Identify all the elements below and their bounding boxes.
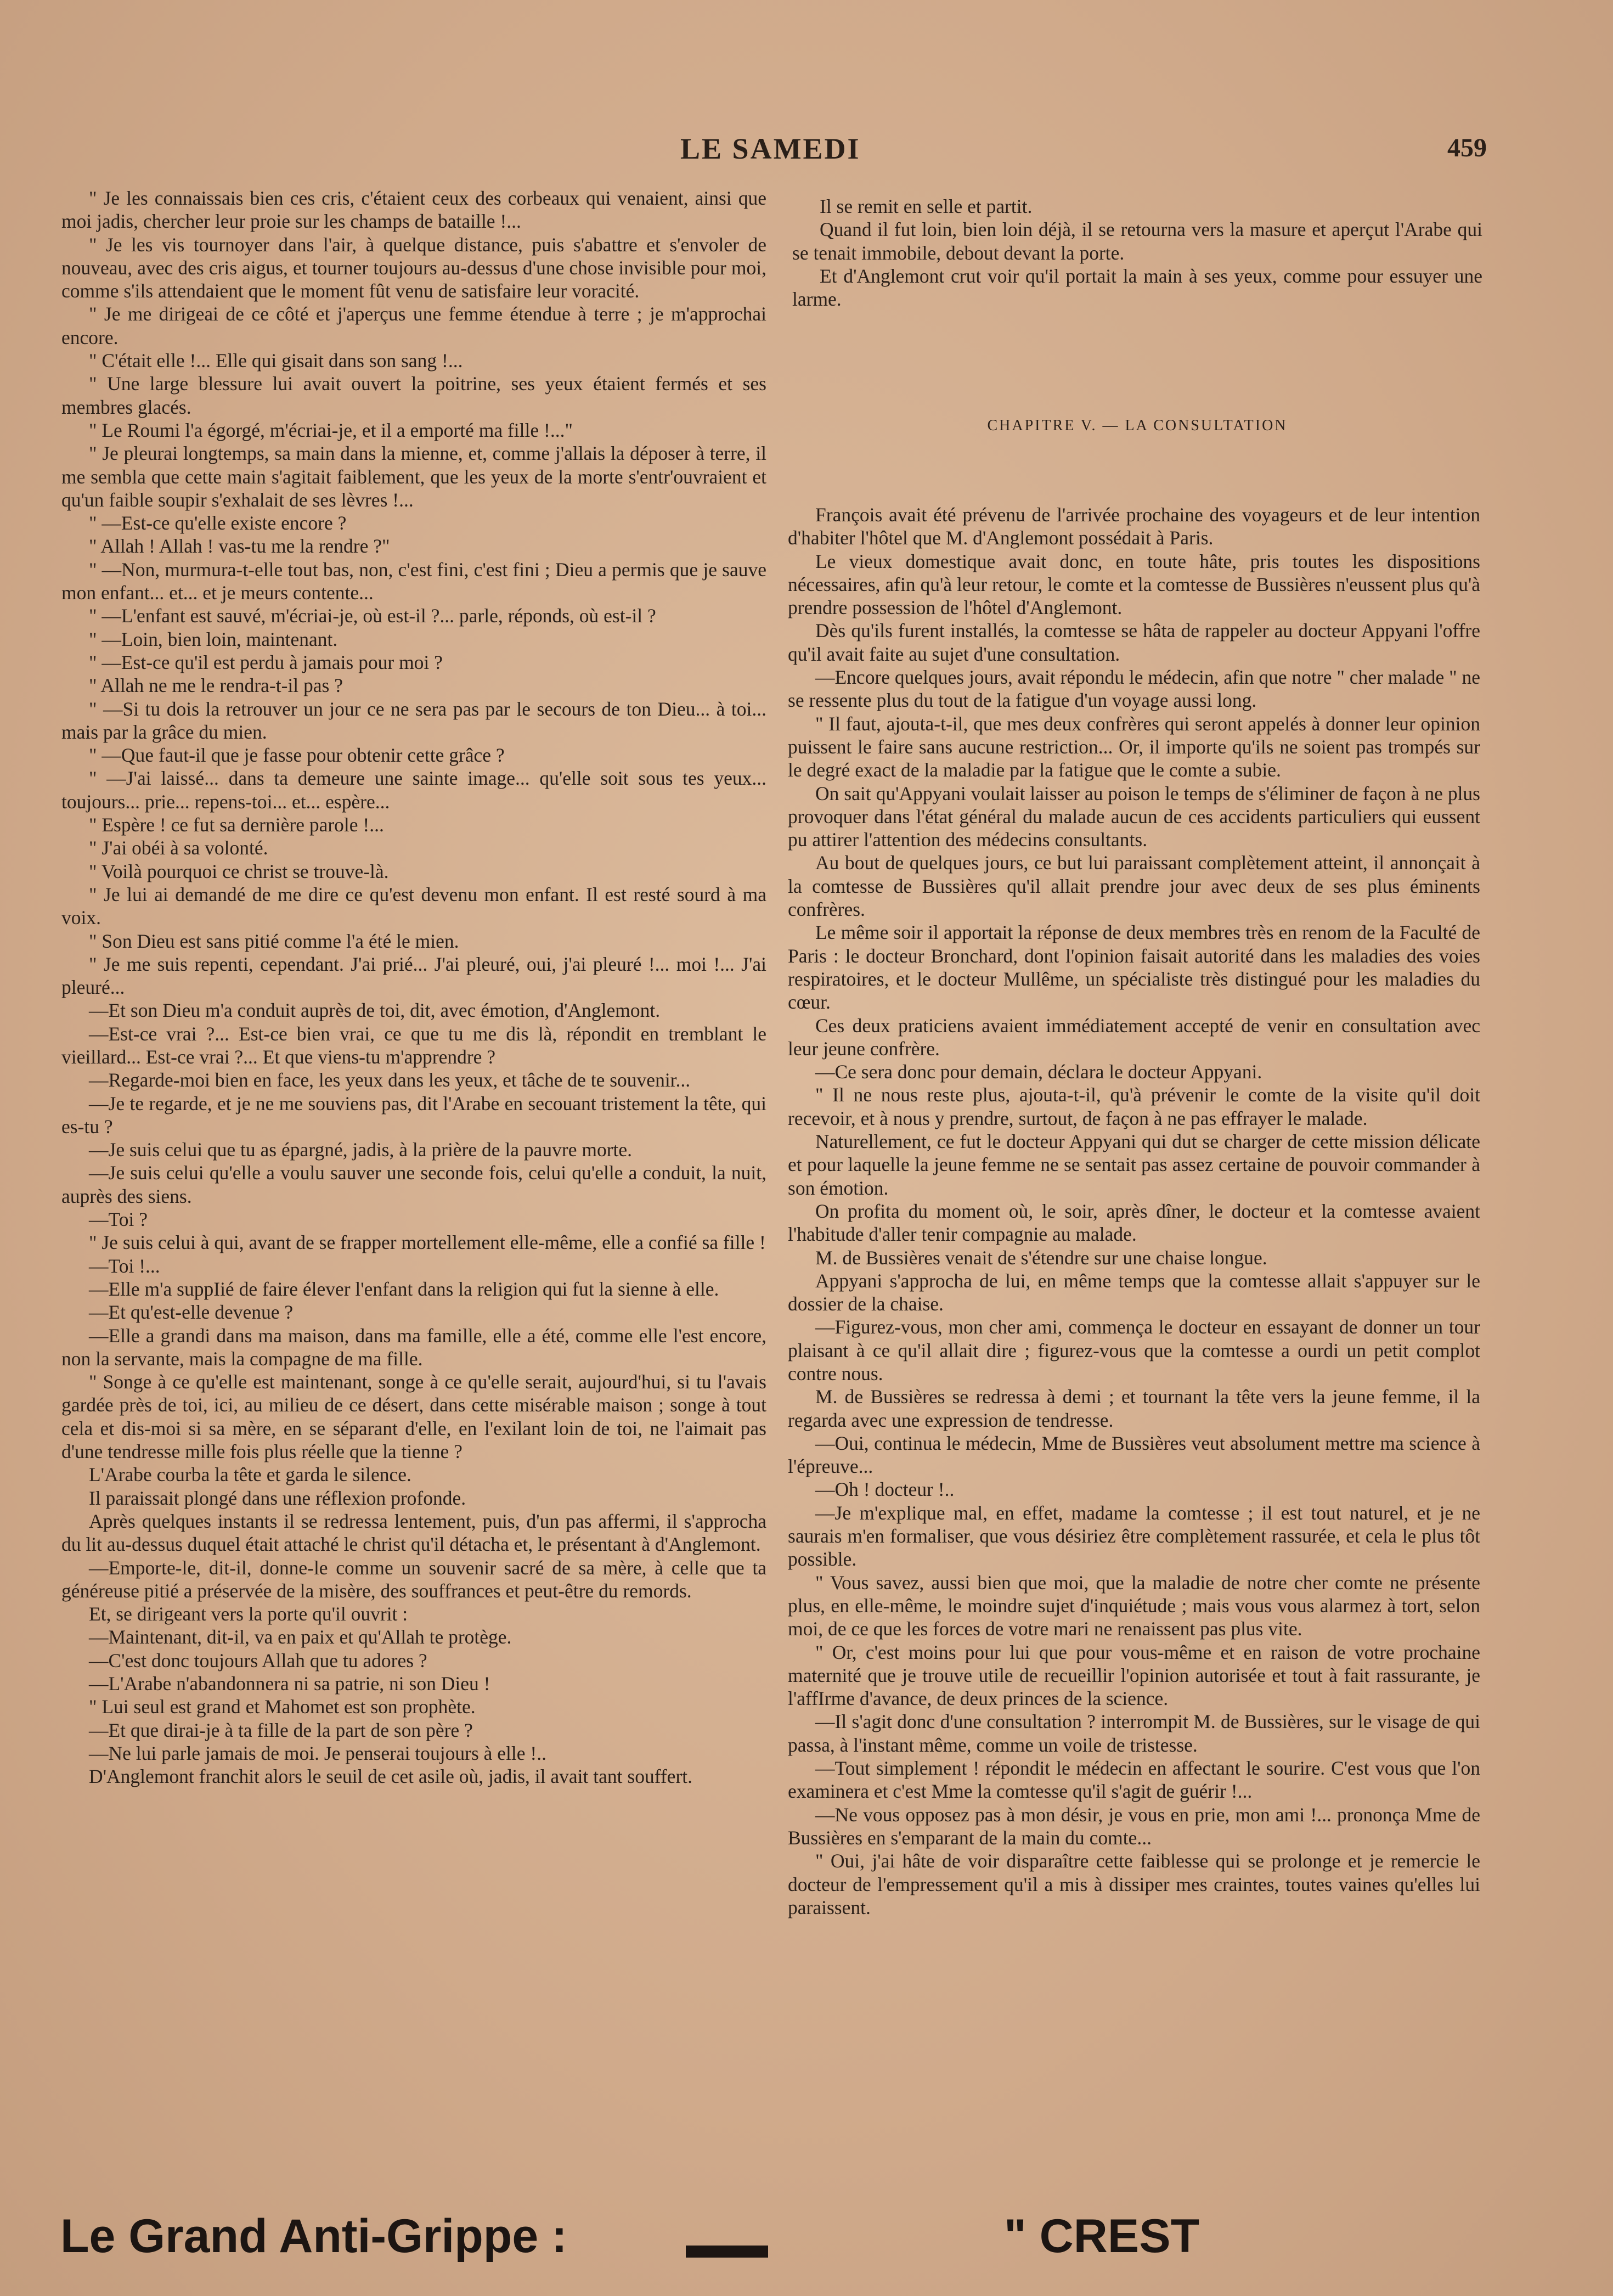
right-column-top — [792, 195, 1482, 311]
paragraph: " C'était elle !... Elle qui gisait dans son sang !... — [89, 350, 463, 372]
paragraph: —Encore quelques jours, avait répondu le médecin, afin que notre " cher malade " ne se ressente plus du tout de la fatigue d'un voyage aussi long. — [788, 666, 1480, 712]
paragraph: —Et que dirai-je à ta fille de la part de son père ? — [89, 1719, 473, 1741]
paragraph: Et, se dirigeant vers la porte qu'il ouvrit : — [89, 1603, 408, 1625]
paragraph: " Son Dieu est sans pitié comme l'a été le mien. — [89, 930, 459, 952]
paragraph: " J'ai obéi à sa volonté. — [89, 837, 268, 859]
paragraph: —Elle a grandi dans ma maison, dans ma famille, elle a été, comme elle l'est encore, non la servante, mais la compagne de ma fille. — [61, 1324, 766, 1370]
paragraph: —Regarde-moi bien en face, les yeux dans les yeux, et tâche de te souvenir... — [89, 1069, 691, 1091]
left-column — [61, 187, 766, 1788]
paragraph: —Oui, continua le médecin, Mme de Bussières veut absolument mettre ma science à l'épreuve... — [788, 1432, 1480, 1478]
page-header — [60, 132, 1487, 176]
paragraph: —Tout simplement ! répondit le médecin en affectant le sourire. C'est vous que l'on examinera et c'est Mme la comtesse qu'il s'agit de guérir !... — [788, 1757, 1480, 1803]
paragraph: " —Que faut-il que je fasse pour obtenir cette grâce ? — [89, 744, 505, 767]
paragraph: " Il ne nous reste plus, ajouta-t-il, qu'à prévenir le comte de la visite qu'il doit recevoir, et à nous y prendre, surtout, de façon à ne pas effrayer le malade. — [788, 1084, 1480, 1129]
paragraph: " Lui seul est grand et Mahomet est son prophète. — [89, 1696, 476, 1718]
paragraph: " Vous savez, aussi bien que moi, que la maladie de notre cher comte ne présente plus, en elle-même, le moindre sujet d'inquiétude ; mais vous vous alarmez à tort, selon moi, de ce que les forces de votre mari ne renaissent pas plus vite. — [788, 1571, 1480, 1640]
paragraph: Appyani s'approcha de lui, en même temps que la comtesse allait s'appuyer sur le dossier de la chaise. — [788, 1269, 1480, 1315]
advertisement-bar — [686, 2246, 768, 2258]
chapter-heading: CHAPITRE V. — LA CONSULTATION — [987, 417, 1288, 434]
paragraph: —Je m'explique mal, en effet, madame la comtesse ; il est tout naturel, et je ne saurais m'en formaliser, que vous désiriez être complètement rassurée, et cela le plus tôt possible. — [788, 1501, 1480, 1571]
paragraph: —Ne lui parle jamais de moi. Je penserai toujours à elle !.. — [89, 1742, 546, 1764]
paragraph: Il paraissait plongé dans une réflexion profonde. — [89, 1487, 466, 1509]
paragraph: " Je me dirigeai de ce côté et j'aperçus une femme étendue à terre ; je m'approchai encore. — [61, 303, 766, 348]
paragraph: " —Est-ce qu'elle existe encore ? — [89, 512, 347, 534]
advertisement — [60, 2209, 1322, 2270]
paragraph: Il se remit en selle et partit. — [820, 195, 1033, 217]
paragraph: L'Arabe courba la tête et garda le silence. — [89, 1464, 411, 1486]
paragraph: " Or, c'est moins pour lui que pour vous-même et en raison de votre prochaine maternité que je trouve utile de recueillir l'opinion autorisée et tout à fait rassurante, je l'affIrme d'avance, de deux princes de la science. — [788, 1641, 1480, 1710]
paragraph: " Je les connaissais bien ces cris, c'étaient ceux des corbeaux qui venaient, ainsi que moi jadis, chercher leur proie sur les champs de bataille !... — [61, 187, 766, 233]
paragraph: " Oui, j'ai hâte de voir disparaître cette faiblesse qui se prolonge et je remercie le docteur de l'empressement qu'il a mis à dissiper mes craintes, toutes vaines qu'elles lui paraissent. — [788, 1850, 1480, 1918]
advertisement-text: Le Grand Anti-Grippe : — [60, 2210, 567, 2263]
paragraph: M. de Bussières venait de s'étendre sur une chaise longue. — [815, 1246, 1267, 1269]
paragraph: M. de Bussières se redressa à demi ; et tournant la tête vers la jeune femme, il la regarda avec une expression de tendresse. — [788, 1386, 1480, 1431]
paragraph: —Je suis celui qu'elle a voulu sauver une seconde fois, celui qu'elle a conduit, la nuit, auprès des siens. — [61, 1162, 766, 1207]
paragraph: " Je suis celui à qui, avant de se frapper mortellement elle-même, elle a confié sa fille ! — [89, 1231, 766, 1254]
paragraph: Le même soir il apportait la réponse de deux membres très en renom de la Faculté de Paris : le docteur Bronchard, dont l'opinion faisait autorité dans les maladies des voies respiratoires, et le docteur Mullême, un spécialiste très distingué pour les maladies du cœur. — [788, 921, 1480, 1014]
paragraph: " Je lui ai demandé de me dire ce qu'est devenu mon enfant. Il est resté sourd à ma voix. — [61, 883, 766, 929]
paragraph: " Il faut, ajouta-t-il, que mes deux confrères qui seront appelés à donner leur opinion puissent le faire sans aucune restriction... Or, il importe qu'ils ne soient pas trompés sur le degré exact de la maladie par la fatigue que le comte a subie. — [788, 712, 1480, 781]
paragraph: " Songe à ce qu'elle est maintenant, songe à ce qu'elle serait, aujourd'hui, si tu l'avais gardée près de toi, ici, au milieu de ce désert, dans cette misérable maison ; songe à tout cela et dis-moi si sa mère, en se séparant d'elle, en l'exilant loin de toi, ne l'aimait pas d'une tendresse mille fois plus réelle que la tienne ? — [61, 1371, 766, 1463]
paragraph: On profita du moment où, le soir, après dîner, le docteur et la comtesse avaient l'habitude d'aller tenir compagnie au malade. — [788, 1200, 1480, 1246]
journal-title: LE SAMEDI — [680, 132, 861, 165]
paragraph: —Ce sera donc pour demain, déclara le docteur Appyani. — [815, 1061, 1262, 1083]
paragraph: Après quelques instants il se redressa lentement, puis, d'un pas affermi, il s'approcha du lit au-dessus duquel était attaché le christ qu'il détacha et, le présentant à d'Anglemont. — [61, 1510, 766, 1556]
right-column-main — [788, 503, 1480, 1919]
paragraph: On sait qu'Appyani voulait laisser au poison le temps de s'éliminer de façon à ne plus provoquer dans l'état général du malade aucun de ces accidents particuliers qui eussent pu attirer l'attention des médecins consultants. — [788, 782, 1480, 851]
paragraph: —Toi ? — [89, 1208, 148, 1231]
paragraph: —Je suis celui que tu as épargné, jadis, à la prière de la pauvre morte. — [89, 1139, 633, 1161]
paragraph: " —Loin, bien loin, maintenant. — [89, 628, 338, 650]
paragraph: " Allah ! Allah ! vas-tu me la rendre ?" — [89, 535, 390, 558]
paragraph: —Ne vous opposez pas à mon désir, je vous en prie, mon ami !... prononça Mme de Bussières en s'emparant de la main du comte... — [788, 1803, 1480, 1849]
paragraph: —Il s'agit donc d'une consultation ? interrompit M. de Bussières, sur le visage de qui passa, à l'instant même, comme un voile de tristesse. — [788, 1710, 1480, 1756]
paragraph: Et d'Anglemont crut voir qu'il portait la main à ses yeux, comme pour essuyer une larme. — [792, 265, 1482, 311]
paragraph: " —Si tu dois la retrouver un jour ce ne sera pas par le secours de ton Dieu... à toi... mais par la grâce du mien. — [61, 697, 766, 743]
paragraph: —C'est donc toujours Allah que tu adores ? — [89, 1649, 427, 1672]
paragraph: Ces deux praticiens avaient immédiatement accepté de venir en consultation avec leur jeune confrère. — [788, 1014, 1480, 1060]
paragraph: " Espère ! ce fut sa dernière parole !... — [89, 814, 384, 836]
paragraph: " —L'enfant est sauvé, m'écriai-je, où est-il ?... parle, réponds, où est-il ? — [89, 605, 656, 627]
paragraph: " —Non, murmura-t-elle tout bas, non, c'est fini, c'est fini ; Dieu a permis que je sauve mon enfant... et... et je meurs contente... — [61, 558, 766, 604]
paragraph: " —Est-ce qu'il est perdu à jamais pour moi ? — [89, 651, 443, 673]
paragraph: —Figurez-vous, mon cher ami, commença le docteur en essayant de donner un tour plaisant à ce qu'il allait dire ; figurez-vous que la comtesse a ourdi un petit complot contre nous. — [788, 1316, 1480, 1385]
paragraph: François avait été prévenu de l'arrivée prochaine des voyageurs et de leur intention d'habiter l'hôtel que M. d'Anglemont possédait à Paris. — [788, 504, 1480, 549]
paragraph: —Est-ce vrai ?... Est-ce bien vrai, ce que tu me dis là, répondit en tremblant le vieillard... Est-ce vrai ?... Et que viens-tu m'apprendre ? — [61, 1022, 766, 1068]
paragraph: —Emporte-le, dit-il, donne-le comme un souvenir sacré de sa mère, à celle que ta généreuse pitié a préservée de la misère, des souffrances et peut-être du remords. — [61, 1556, 766, 1602]
paragraph: —Et qu'est-elle devenue ? — [89, 1301, 294, 1324]
paragraph: —Oh ! docteur !.. — [815, 1478, 955, 1501]
paragraph: " —J'ai laissé... dans ta demeure une sainte image... qu'elle soit sous tes yeux... toujours... prie... repens-toi... et... espère... — [61, 767, 766, 813]
paragraph: —Et son Dieu m'a conduit auprès de toi, dit, avec émotion, d'Anglemont. — [89, 999, 661, 1022]
paragraph: Naturellement, ce fut le docteur Appyani qui dut se charger de cette mission délicate et pour laquelle la jeune femme ne se sentait pas assez certaine de pouvoir commander à son émotion. — [788, 1130, 1480, 1199]
page-number: 459 — [1447, 133, 1487, 162]
paragraph: Au bout de quelques jours, ce but lui paraissant complètement atteint, il annonçait à la comtesse de Bussières qu'il allait prendre jour avec deux de ses plus éminents confrères. — [788, 852, 1480, 921]
paragraph: " Voilà pourquoi ce christ se trouve-là. — [89, 860, 389, 882]
paragraph: D'Anglemont franchit alors le seuil de cet asile où, jadis, il avait tant souffert. — [89, 1765, 693, 1788]
paragraph: " Une large blessure lui avait ouvert la poitrine, ses yeux étaient fermés et ses membres glacés. — [61, 373, 766, 418]
paragraph: —Je te regarde, et je ne me souviens pas, dit l'Arabe en secouant tristement la tête, qui es-tu ? — [61, 1092, 766, 1138]
paragraph: —Elle m'a suppIié de faire élever l'enfant dans la religion qui fut la sienne à elle. — [89, 1278, 719, 1300]
paragraph: Le vieux domestique avait donc, en toute hâte, pris toutes les dispositions nécessaires, afin qu'à leur retour, le comte et la comtesse de Bussières n'eussent plus qu'à prendre possession de l'hôtel d'Anglemont. — [788, 550, 1480, 619]
paragraph: " Je les vis tournoyer dans l'air, à quelque distance, puis s'abattre et s'envoler de nouveau, avec des cris aigus, et tourner toujours au-dessus d'une chose invisible pour moi, comme s'ils attendaient que le moment fût venu de satisfaire leur voracité. — [61, 233, 766, 302]
paragraph: Quand il fut loin, bien loin déjà, il se retourna vers la masure et aperçut l'Arabe qui se tenait immobile, debout devant la porte. — [792, 218, 1482, 264]
paragraph: —Maintenant, dit-il, va en paix et qu'Allah te protège. — [89, 1626, 512, 1648]
paragraph: " Le Roumi l'a égorgé, m'écriai-je, et il a emporté ma fille !..." — [89, 419, 573, 441]
paragraph: " Allah ne me le rendra-t-il pas ? — [89, 674, 343, 697]
paragraph: " Je pleurai longtemps, sa main dans la mienne, et, comme j'allais la déposer à terre, il me sembla que cette main s'agitait faiblement, que les yeux de la morte s'entr'ouvraient et qu'un faible soupir s'exhalait de ses lèvres !... — [61, 442, 766, 511]
paragraph: —Toi !... — [89, 1254, 160, 1277]
paragraph: Dès qu'ils furent installés, la comtesse se hâta de rappeler au docteur Appyani l'offre qu'il avait faite au sujet d'une consultation. — [788, 620, 1480, 665]
paragraph: —L'Arabe n'abandonnera ni sa patrie, ni son Dieu ! — [89, 1673, 490, 1695]
advertisement-partial-text: " CREST — [1004, 2210, 1200, 2263]
paragraph: " Je me suis repenti, cependant. J'ai prié... J'ai pleuré, oui, j'ai pleuré !... moi !... J'ai pleuré... — [61, 953, 766, 999]
